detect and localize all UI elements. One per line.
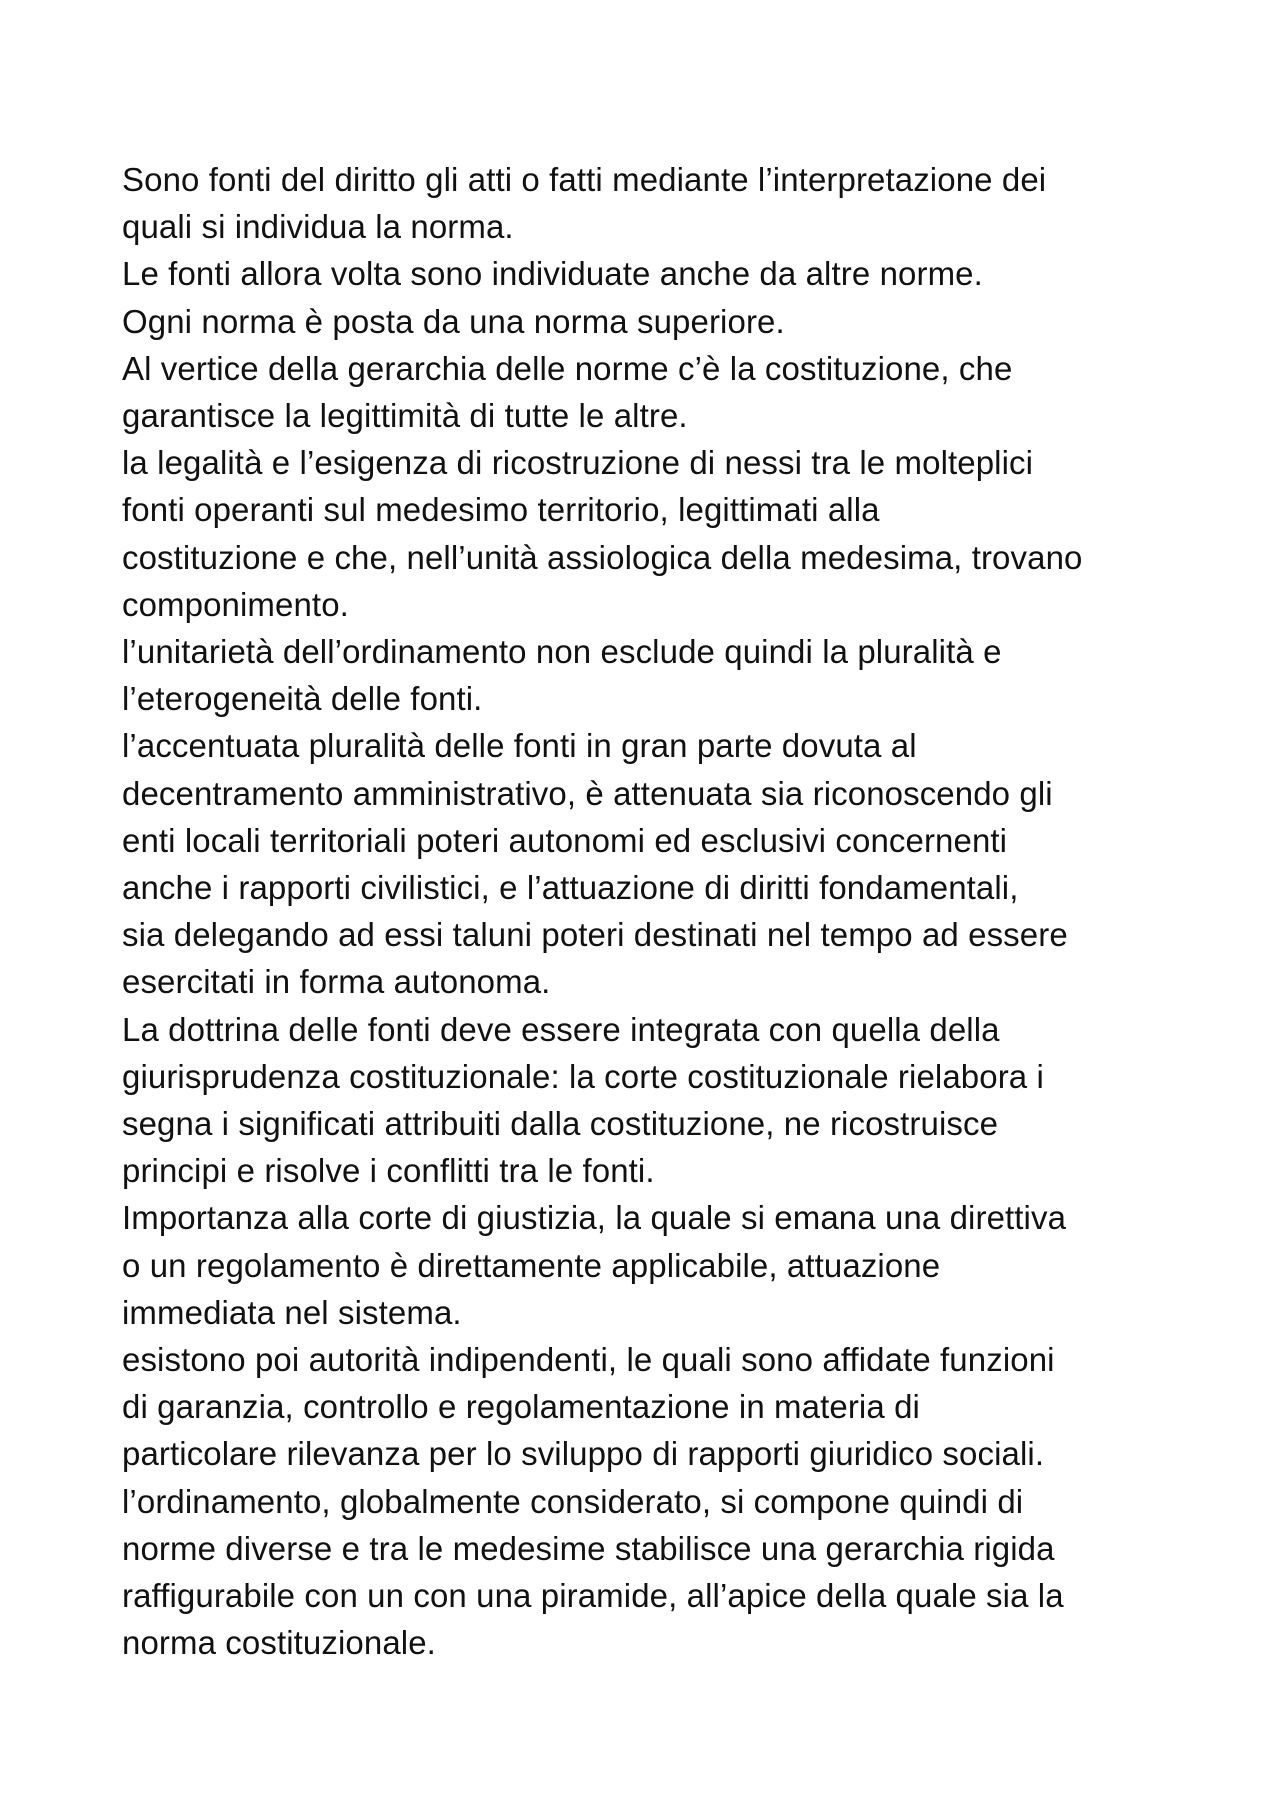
text-line: principi e risolve i conflitti tra le fonti. (122, 1152, 655, 1190)
text-line: garantisce la legittimità di tutte le altre. (122, 397, 688, 435)
text-line: giurisprudenza costituzionale: la corte costituzionale rielabora i (122, 1057, 1044, 1095)
text-line: l’accentuata pluralità delle fonti in gran parte dovuta al (122, 727, 917, 765)
text-line: La dottrina delle fonti deve essere integrata con quella della (122, 1010, 1000, 1048)
text-line: sia delegando ad essi taluni poteri destinati nel tempo ad essere (122, 916, 1068, 954)
text-line: fonti operanti sul medesimo territorio, legittimati alla (122, 491, 880, 529)
text-line: esercitati in forma autonoma. (122, 963, 551, 1001)
text-line: particolare rilevanza per lo sviluppo di rapporti giuridico sociali. (122, 1435, 1045, 1473)
text-line: Al vertice della gerarchia delle norme c’è la costituzione, che (122, 349, 1013, 387)
text-line: esistono poi autorità indipendenti, le quali sono affidate funzioni (122, 1341, 1055, 1379)
text-line: costituzione e che, nell’unità assiologica della medesima, trovano (122, 538, 1083, 576)
text-line: quali si individua la norma. (122, 208, 514, 246)
text-line: immediata nel sistema. (122, 1293, 462, 1331)
text-line: raffigurabile con un con una piramide, all’apice della quale sia la (122, 1577, 1064, 1615)
text-line: Le fonti allora volta sono individuate anche da altre norme. (122, 255, 983, 293)
text-line: l’eterogeneità delle fonti. (122, 680, 483, 718)
text-line: norme diverse e tra le medesime stabilisce una gerarchia rigida (122, 1529, 1055, 1567)
text-line: di garanzia, controllo e regolamentazione in materia di (122, 1388, 920, 1426)
body-text (122, 156, 1182, 1667)
text-line: norma costituzionale. (122, 1624, 436, 1662)
text-line: decentramento amministrativo, è attenuata sia riconoscendo gli (122, 774, 1053, 812)
text-line: segna i significati attribuiti dalla costituzione, ne ricostruisce (122, 1105, 999, 1143)
text-line: enti locali territoriali poteri autonomi ed esclusivi concernenti (122, 821, 1008, 859)
text-line: Importanza alla corte di giustizia, la quale si emana una direttiva (122, 1199, 1067, 1237)
text-line: Ogni norma è posta da una norma superiore. (122, 302, 785, 340)
text-line: anche i rapporti civilistici, e l’attuazione di diritti fondamentali, (122, 869, 1019, 907)
text-line: Sono fonti del diritto gli atti o fatti mediante l’interpretazione dei (122, 161, 1047, 198)
text-line: la legalità e l’esigenza di ricostruzione di nessi tra le molteplici (122, 444, 1034, 482)
text-line: l’unitarietà dell’ordinamento non esclude quindi la pluralità e (122, 633, 1002, 671)
text-line: o un regolamento è direttamente applicabile, attuazione (122, 1246, 941, 1284)
text-line: l’ordinamento, globalmente considerato, si compone quindi di (122, 1482, 1024, 1520)
text-line: componimento. (122, 585, 349, 623)
